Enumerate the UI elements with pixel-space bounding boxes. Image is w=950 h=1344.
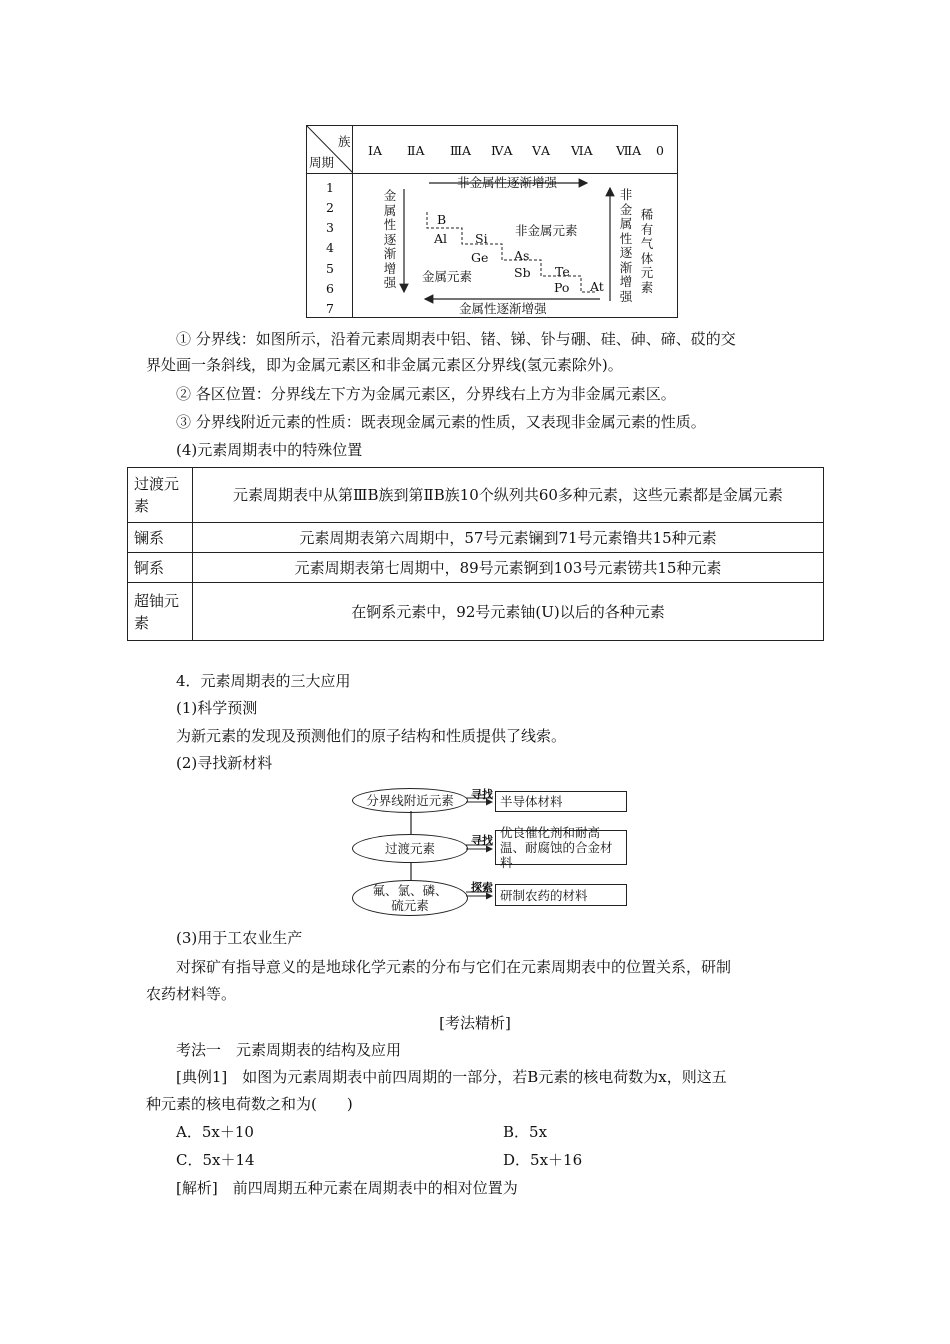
table-cell-name: 锕系	[128, 553, 193, 583]
periodic-table-figure	[306, 125, 678, 318]
section-heading: [考法精析]	[439, 1014, 511, 1032]
period-label: 7	[326, 301, 334, 316]
paragraph-heading: (4)元素周期表中的特殊位置	[176, 441, 363, 459]
period-label: 4	[326, 240, 334, 255]
option-c: C．5x＋14	[176, 1151, 255, 1169]
group-label: ⅥA	[571, 143, 593, 158]
table-cell-name: 过渡元素	[128, 468, 193, 523]
group-label: 0	[656, 143, 664, 158]
group-label: ⅠA	[368, 143, 382, 158]
noble-gas-label: 稀有气体元素	[640, 207, 654, 295]
flow-verb: 寻找	[471, 788, 493, 801]
flow-source-nonmetal-elements: 氟、氯、磷、硫元素	[352, 880, 468, 916]
section-title: 4．元素周期表的三大应用	[176, 672, 351, 690]
table-row	[128, 553, 824, 583]
table-cell-desc: 元素周期表第七周期中，89号元素锕到103号元素铹共15种元素	[193, 553, 824, 583]
flow-verb: 探索	[471, 881, 493, 894]
nonmetal-region-label: 非金属元素	[515, 223, 578, 238]
paragraph: 界处画一条斜线，即为金属元素区和非金属元素区分界线(氢元素除外)。	[146, 356, 623, 374]
element-symbol: Po	[554, 280, 570, 295]
special-positions-table	[127, 467, 824, 641]
element-symbol: At	[590, 279, 604, 294]
paragraph: 农药材料等。	[146, 985, 237, 1003]
period-label: 2	[326, 200, 334, 215]
paragraph: ① 分界线：如图所示，沿着元素周期表中铝、锗、锑、钋与硼、硅、砷、碲、砹的交	[176, 330, 736, 348]
element-symbol: Al	[434, 231, 448, 246]
option-b: B．5x	[503, 1123, 548, 1141]
table-cell-desc: 在锕系元素中，92号元素铀(U)以后的各种元素	[193, 583, 824, 641]
table-row	[128, 468, 824, 523]
top-arrow-label: 非金属性逐渐增强	[457, 175, 558, 190]
right-arrow-label: 非金属性逐渐增强	[619, 187, 633, 304]
group-label: ⅤA	[532, 143, 551, 158]
group-label: ⅣA	[491, 143, 513, 158]
paragraph: 为新元素的发现及预测他们的原子结构和性质提供了线索。	[176, 727, 567, 745]
flow-target-pesticide: 研制农药的材料	[495, 884, 627, 906]
method-heading: 考法一 元素周期表的结构及应用	[176, 1041, 402, 1059]
analysis: [解析] 前四周期五种元素在周期表中的相对位置为	[176, 1179, 518, 1197]
table-cell-name: 镧系	[128, 523, 193, 553]
metal-region-label: 金属元素	[422, 269, 473, 284]
option-a: A．5x＋10	[176, 1123, 254, 1141]
flow-source-boundary-elements: 分界线附近元素	[352, 788, 468, 813]
paragraph: ③ 分界线附近元素的性质：既表现金属元素的性质，又表现非金属元素的性质。	[176, 413, 706, 431]
subsection-heading: (1)科学预测	[176, 699, 258, 717]
element-symbol: Ge	[471, 250, 489, 265]
bottom-arrow-label: 金属性逐渐增强	[459, 301, 547, 316]
table-cell-name: 超铀元素	[128, 583, 193, 641]
left-arrow-label: 金属性逐渐增强	[383, 188, 397, 290]
element-symbol: As	[514, 248, 530, 263]
corner-period-label: 周期	[309, 155, 335, 170]
period-label: 3	[326, 220, 334, 235]
subsection-heading: (3)用于工农业生产	[176, 929, 303, 947]
example-question-cont: 种元素的核电荷数之和为( )	[146, 1095, 353, 1113]
element-symbol: B	[437, 212, 447, 227]
paragraph: 对探矿有指导意义的是地球化学元素的分布与它们在元素周期表中的位置关系，研制	[176, 958, 732, 976]
table-cell-desc: 元素周期表第六周期中，57号元素镧到71号元素镥共15种元素	[193, 523, 824, 553]
period-label: 1	[326, 180, 334, 195]
table-row	[128, 583, 824, 641]
period-label: 6	[326, 281, 334, 296]
group-label: ⅦA	[616, 143, 642, 158]
element-symbol: Si	[475, 231, 488, 246]
option-d: D．5x＋16	[503, 1151, 583, 1169]
flow-target-semiconductor: 半导体材料	[495, 791, 627, 812]
element-symbol: Te	[555, 264, 570, 279]
flow-verb: 寻找	[471, 834, 493, 847]
flow-source-transition-elements: 过渡元素	[352, 834, 468, 863]
element-symbol: Sb	[514, 265, 531, 280]
paragraph: ② 各区位置：分界线左下方为金属元素区，分界线右上方为非金属元素区。	[176, 385, 676, 403]
group-label: ⅢA	[450, 143, 472, 158]
flow-target-catalyst-alloy: 优良催化剂和耐高温、耐腐蚀的合金材料	[495, 830, 627, 865]
corner-group-label: 族	[338, 134, 351, 149]
example-question: [典例1] 如图为元素周期表中前四周期的一部分，若B元素的核电荷数为x，则这五	[176, 1068, 727, 1086]
group-label: ⅡA	[407, 143, 425, 158]
period-label: 5	[326, 261, 334, 276]
table-row	[128, 523, 824, 553]
subsection-heading: (2)寻找新材料	[176, 754, 273, 772]
table-cell-desc: 元素周期表中从第ⅢB族到第ⅡB族10个纵列共60多种元素，这些元素都是金属元素	[193, 468, 824, 523]
